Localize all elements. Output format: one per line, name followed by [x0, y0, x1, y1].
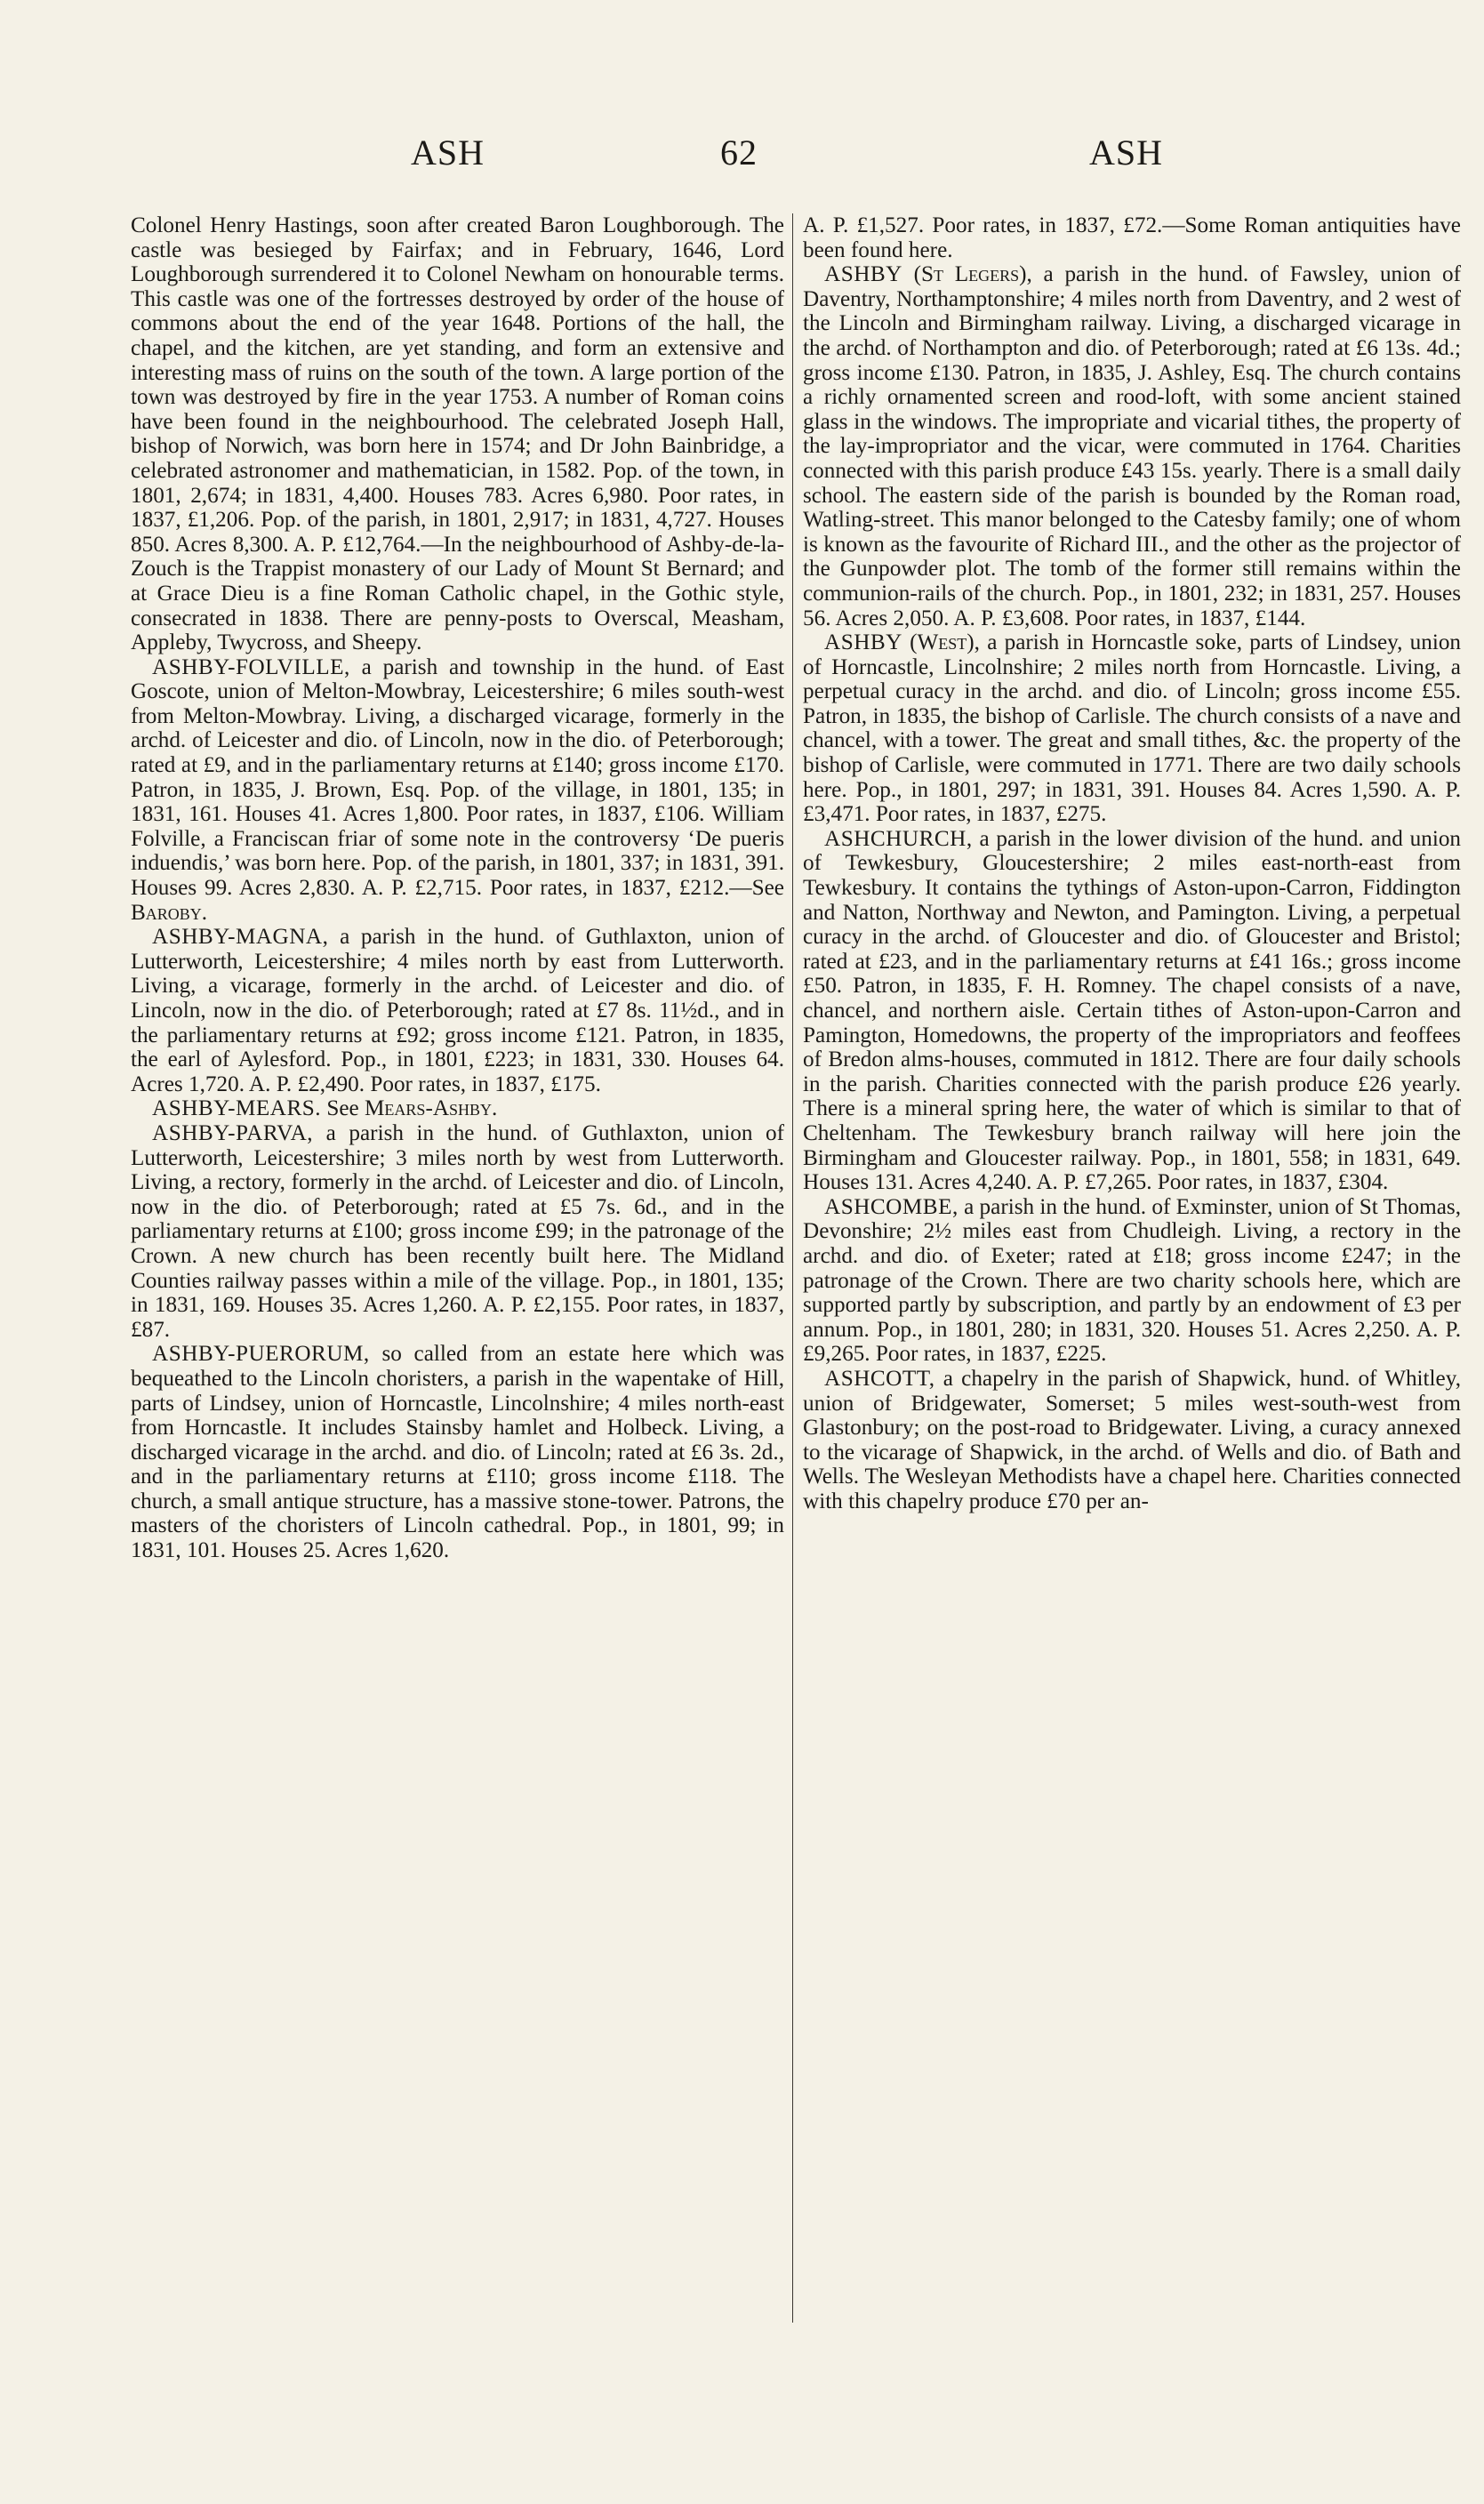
cross-reference: Baroby.: [131, 900, 208, 925]
entry-ashchurch: [803, 827, 1461, 1195]
entry-body: a parish in the lower division of the hund. and union of Tewkesbury, Gloucestershire; 2 miles east-north-east from Tewkesbury. It contains the tythings of Aston-upon-Carron, Fiddington and Natton, Northway and Newton, and Pamington. Living, a perpetual curacy in the archd. of Gloucester and dio. of Gloucester and Bristol; rated at £23, and in the parliamentary returns at £41 16s.; gross income £50. Patron, in 1835, F. H. Romney. The chapel consists of a nave, chancel, and northern aisle. Certain tithes of Aston-upon-Carron and Pamington, Homedowns, the property of the impropriators and feoffees of Bredon alms-houses, commuted in 1812. There are four daily schools in the parish. Charities connected with the parish produce £26 yearly. There is a mineral spring here, the water of which is similar to that of Cheltenham. The Tewkesbury branch railway will here join the Birmingham and Gloucester railway. Pop., in 1801, 558; in 1831, 649. Houses 131. Acres 4,240. A. P. £7,265. Poor rates, in 1837, £304.: [803, 826, 1462, 1195]
entry-body: See: [326, 1096, 359, 1121]
entry-ashby-st-legers: [803, 262, 1461, 630]
entry-body: a parish and township in the hund. of East Goscote, union of Melton-Mowbray, Leicestershire; 6 miles south-west from Melton-Mowbray. Living, a discharged vicarage, formerly in the archd. of Leicester and dio. of Lincoln, now in the dio. of Peterborough; rated at £9, and in the parliamentary returns at £140; gross income £170. Patron, in 1835, J. Brown, Esq. Pop. of the village, in 1801, 135; in 1831, 161. Houses 41. Acres 1,800. Poor rates, in 1837, £106. William Folville, a Franciscan friar of some note in the controversy ‘De pueris induendis,’ was born here. Pop. of the parish, in 1801, 337; in 1831, 391. Houses 99. Acres 2,830. A. P. £2,715. Poor rates, in 1837, £212.—See: [131, 654, 784, 901]
entry-body: a parish in the hund. of Exminster, union of St Thomas, Devonshire; 2½ miles east from Chudleigh. Living, a rectory in the archd. and dio. of Exeter; rated at £18; gross income £247; in the patronage of the Crown. There are two charity schools here, which are supported partly by subscription, and partly by an endowment of £3 per annum. Pop., in 1801, 280; in 1831, 320. Houses 51. Acres 2,250. A. P. £9,265. Poor rates, in 1837, £225.: [803, 1194, 1462, 1367]
entry-ashcombe: [803, 1195, 1461, 1367]
running-header: [0, 132, 1484, 185]
header-left-word: ASH: [411, 132, 485, 173]
entry-ashby-mears: [131, 1096, 784, 1121]
column-divider: [792, 213, 793, 2323]
entry-ashby-folville: [131, 655, 784, 926]
entry-headword: ASHBY-PUERORUM,: [152, 1342, 370, 1367]
entry-qualifier: (St Legers),: [913, 262, 1032, 287]
entry-headword: ASHBY: [824, 630, 902, 655]
entry-body: a parish in the hund. of Fawsley, union of Daventry, Northamptonshire; 4 miles north from Daventry, and 2 west of the Lincoln and Birmingham railway. Living, a discharged vicarage in the archd. of Northampton and dio. of Peterborough; rated at £6 13s. 4d.; gross income £130. Patron, in 1835, J. Ashley, Esq. The church contains a richly ornamented screen and rood-loft, with some ancient stained glass in the windows. The impropriate and vicarial tithes, the property of the lay-impropriator and the vicar, were commuted in 1764. Charities connected with this parish produce £43 15s. yearly. There is a small daily school. The eastern side of the parish is bounded by the Roman road, Watling-street. This manor belonged to the Catesby family; one of whom is known as the favourite of Richard III., and the other as the projector of the Gunpowder plot. The tomb of the former still remains within the communion-rails of the church. Pop., in 1801, 232; in 1831, 257. Houses 56. Acres 2,050. A. P. £3,608. Poor rates, in 1837, £144.: [803, 262, 1462, 630]
entry-ashby-puerorum: [131, 1342, 784, 1562]
entry-body: A. P. £1,527. Poor rates, in 1837, £72.—Some Roman antiquities have been found here.: [803, 213, 1461, 262]
left-column: [131, 213, 784, 1563]
right-column: [803, 213, 1461, 1513]
entry-qualifier: (West),: [910, 630, 980, 655]
cross-reference: Mears-Ashby.: [365, 1096, 498, 1121]
entry-headword: ASHCOTT,: [824, 1366, 935, 1391]
entry-ashby-west: [803, 630, 1461, 827]
entry-body: a parish in Horncastle soke, parts of Lindsey, union of Horncastle, Lincolnshire; 2 miles north from Horncastle. Living, a perpetual curacy in the archd. and dio. of Lincoln; gross income £55. Patron, in 1835, the bishop of Carlisle. The church consists of a nave and chancel, with a tower. The great and small tithes, &c. the property of the bishop of Carlisle, were commuted in 1771. There are two daily schools here. Pop., in 1801, 297; in 1831, 391. Houses 84. Acres 1,590. A. P. £3,471. Poor rates, in 1837, £275.: [803, 630, 1462, 827]
entry-ashby-parva: [131, 1121, 784, 1342]
entry-ashcott: [803, 1367, 1461, 1514]
entry-body: a parish in the hund. of Guthlaxton, union of Lutterworth, Leicestershire; 3 miles north by west from Lutterworth. Living, a rectory, formerly in the archd. of Leicester and dio. of Lincoln, now in the dio. of Peterborough; rated at £5 7s. 6d., and in the parliamentary returns at £100; gross income £99; in the patronage of the Crown. A new church has been recently built here. The Midland Counties railway passes within a mile of the village. Pop., in 1801, 135; in 1831, 169. Houses 35. Acres 1,260. A. P. £2,155. Poor rates, in 1837, £87.: [131, 1120, 784, 1342]
entry-headword: ASHCOMBE,: [824, 1194, 959, 1219]
header-right-word: ASH: [1089, 132, 1164, 173]
page-number: 62: [720, 132, 758, 173]
entry-headword: ASHBY-PARVA,: [152, 1120, 314, 1145]
entry-headword: ASHBY-MEARS.: [152, 1096, 322, 1121]
entry-headword: ASHBY-MAGNA,: [152, 925, 329, 950]
entry-ashby-magna: [131, 925, 784, 1096]
continuation-paragraph: [131, 213, 784, 655]
continuation-paragraph: [803, 213, 1461, 262]
entry-body: a chapelry in the parish of Shapwick, hund. of Whitley, union of Bridgewater, Somerset; 5 miles west-south-west from Glastonbury; on the post-road to Bridgewater. Living, a curacy annexed to the vicarage of Shapwick, in the archd. of Wells and dio. of Bath and Wells. The Wesleyan Methodists have a chapel here. Charities connected with this chapelry produce £70 per an-: [803, 1366, 1461, 1513]
entry-headword: ASHBY: [824, 262, 902, 287]
entry-body: a parish in the hund. of Guthlaxton, union of Lutterworth, Leicestershire; 4 miles north by east from Lutterworth. Living, a vicarage, formerly in the archd. of Leicester and dio. of Lincoln, now in the dio. of Peterborough; rated at £7 8s. 11½d., and in the parliamentary returns at £92; gross income £121. Patron, in 1835, the earl of Aylesford. Pop., in 1801, £223; in 1831, 330. Houses 64. Acres 1,720. A. P. £2,490. Poor rates, in 1837, £175.: [131, 925, 785, 1096]
entry-body: so called from an estate here which was bequeathed to the Lincoln choristers, a parish in the wapentake of Hill, parts of Lindsey, union of Horncastle, Lincolnshire; 4 miles north-east from Horncastle. It includes Stainsby hamlet and Holbeck. Living, a discharged vicarage in the archd. and dio. of Lincoln; rated at £6 3s. 2d., and in the parliamentary returns at £110; gross income £118. The church, a small antique structure, has a massive stone-tower. Patrons, the masters of the choristers of Lincoln cathedral. Pop., in 1801, 99; in 1831, 101. Houses 25. Acres 1,620.: [131, 1342, 784, 1563]
entry-headword: ASHCHURCH,: [824, 826, 973, 851]
entry-body: Colonel Henry Hastings, soon after created Baron Loughborough. The castle was besieged by Fairfax; and in February, 1646, Lord Loughborough surrendered it to Colonel Newham on honourable terms. This castle was one of the fortresses destroyed by order of the house of commons about the end of the year 1648. Portions of the hall, the chapel, and the kitchen, are yet standing, and form an extensive and interesting mass of ruins on the south of the town. A large portion of the town was destroyed by fire in the year 1753. A number of Roman coins have been found in the neighbourhood. The celebrated Joseph Hall, bishop of Norwich, was born here in 1574; and Dr John Bainbridge, a celebrated astronomer and mathematician, in 1582. Pop. of the town, in 1801, 2,674; in 1831, 4,400. Houses 783. Acres 6,980. Poor rates, in 1837, £1,206. Pop. of the parish, in 1801, 2,917; in 1831, 4,727. Houses 850. Acres 8,300. A. P. £12,764.—In the neighbourhood of Ashby-de-la-Zouch is the Trappist monastery of our Lady of Mount St Bernard; and at Grace Dieu is a fine Roman Catholic chapel, in the Gothic style, consecrated in 1838. There are penny-posts to Overscal, Measham, Appleby, Twycross, and Sheepy.: [131, 213, 784, 655]
entry-headword: ASHBY-FOLVILLE,: [152, 654, 350, 679]
